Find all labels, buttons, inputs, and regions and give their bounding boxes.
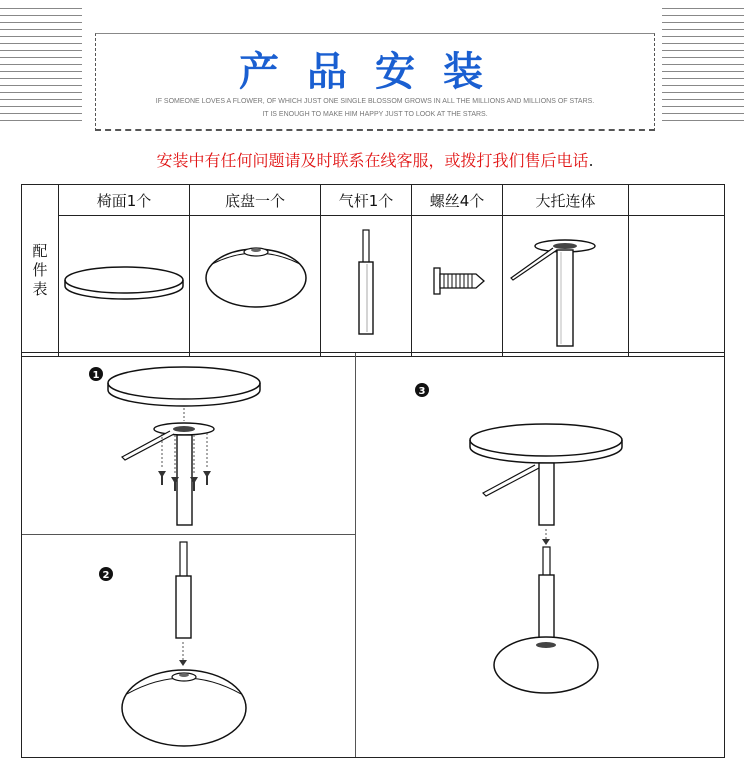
- side-char-2: 件: [32, 261, 48, 279]
- step-1-seat-mount: [22, 353, 355, 534]
- gas-rod-icon: [321, 216, 411, 352]
- side-char-1: 配: [32, 242, 48, 260]
- side-char-3: 表: [32, 280, 48, 298]
- cell-seat: [59, 216, 190, 357]
- parts-side-label: [22, 185, 59, 357]
- header-bracket: 大托连体: [503, 185, 629, 216]
- header-screws: 螺丝4个: [412, 185, 503, 216]
- header-quote-line2: IT IS ENOUGH TO MAKE HIM HAPPY JUST TO LOOK AT THE STARS.: [262, 111, 488, 118]
- notice-end: .: [588, 151, 594, 170]
- step-2-base-mount: [22, 534, 355, 758]
- header-seat: 椅面1个: [59, 185, 190, 216]
- cell-empty: [629, 216, 725, 357]
- header-box: [95, 33, 655, 131]
- header-quote-line1: IF SOMEONE LOVES A FLOWER, OF WHICH JUST ONE SINGLE BLOSSOM GROWS IN ALL THE MILLIONS AND MILLIONS OF STARS.: [155, 98, 595, 105]
- page-title: 产品安装: [239, 49, 511, 95]
- screw-icon: [412, 216, 502, 352]
- header-base: 底盘一个: [190, 185, 321, 216]
- assembly-diagram: [21, 352, 725, 758]
- notice-message: 安装中有任何问题请及时联系在线客服，或拨打我们售后电话: [156, 151, 589, 170]
- parts-table: [21, 184, 725, 357]
- cell-screws: [412, 216, 503, 357]
- cell-bracket: [503, 216, 629, 357]
- left-stripes: [0, 8, 82, 127]
- step-3-complete-table: [355, 353, 725, 758]
- header-gas-rod: 气杆1个: [321, 185, 412, 216]
- base-disc-icon: [190, 216, 320, 352]
- notice-text: [0, 148, 750, 171]
- step-number-2: 2: [102, 570, 110, 581]
- step-number-1: 1: [92, 370, 100, 381]
- step-number-3: 3: [418, 386, 426, 397]
- header-empty: [629, 185, 725, 216]
- bracket-assembly-icon: [503, 216, 628, 352]
- cell-gas-rod: [321, 216, 412, 357]
- right-stripes: [662, 8, 744, 127]
- cell-base: [190, 216, 321, 357]
- seat-top-icon: [59, 216, 189, 352]
